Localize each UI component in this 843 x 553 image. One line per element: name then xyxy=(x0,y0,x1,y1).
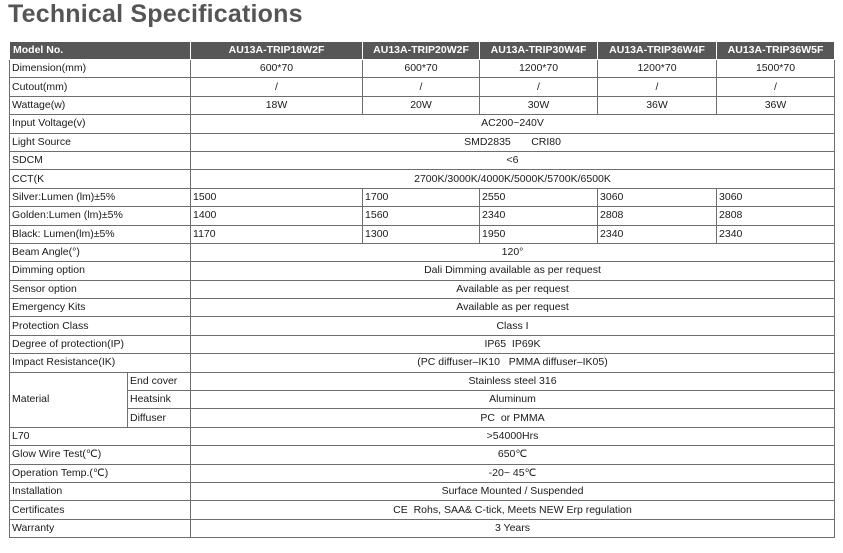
spec-row-sensor xyxy=(10,280,835,298)
cell: / xyxy=(717,78,835,96)
cell: 2340 xyxy=(480,207,598,225)
cell: 1300 xyxy=(363,225,480,243)
cell: / xyxy=(480,78,598,96)
spec-row-glow-wire xyxy=(10,446,835,464)
spec-row-cutout xyxy=(10,78,835,96)
cell: 2808 xyxy=(717,207,835,225)
sub-label: Heatsink xyxy=(128,391,191,409)
row-label: Black: Lumen(lm)±5% xyxy=(10,225,191,243)
cell: CE Rohs, SAA& C-tick, Meets NEW Erp regulation xyxy=(191,501,835,519)
cell: 2700K/3000K/4000K/5000K/5700K/6500K xyxy=(191,170,835,188)
cell: Available as per request xyxy=(191,280,835,298)
cell: 1400 xyxy=(191,207,363,225)
spec-row-protection-class xyxy=(10,317,835,335)
cell: >54000Hrs xyxy=(191,427,835,445)
cell: 1700 xyxy=(363,188,480,206)
cell: 18W xyxy=(191,96,363,114)
sub-label: End cover xyxy=(128,372,191,390)
cell: (PC diffuser–IK10 PMMA diffuser–IK05) xyxy=(191,354,835,372)
cell: AC200~240V xyxy=(191,115,835,133)
row-label: Emergency Kits xyxy=(10,299,191,317)
model-header: AU13A-TRIP36W4F xyxy=(598,42,717,60)
cell: Dali Dimming available as per request xyxy=(191,262,835,280)
spec-row-installation xyxy=(10,482,835,500)
cell: Available as per request xyxy=(191,299,835,317)
spec-row-material-diffuser xyxy=(10,409,835,427)
cell: 2550 xyxy=(480,188,598,206)
spec-row-certificates xyxy=(10,501,835,519)
spec-row-sdcm xyxy=(10,151,835,169)
spec-row-golden-lumen xyxy=(10,207,835,225)
spec-row-impact xyxy=(10,354,835,372)
model-header: AU13A-TRIP18W2F xyxy=(191,42,363,60)
cell: / xyxy=(191,78,363,96)
spec-row-wattage xyxy=(10,96,835,114)
row-label: L70 xyxy=(10,427,191,445)
cell: 1500*70 xyxy=(717,60,835,78)
cell: 2340 xyxy=(598,225,717,243)
model-header: AU13A-TRIP30W4F xyxy=(480,42,598,60)
model-header: AU13A-TRIP36W5F xyxy=(717,42,835,60)
row-label: Certificates xyxy=(10,501,191,519)
row-label: Installation xyxy=(10,482,191,500)
spec-row-cct xyxy=(10,170,835,188)
row-label: Golden:Lumen (lm)±5% xyxy=(10,207,191,225)
cell: 1200*70 xyxy=(598,60,717,78)
spec-row-emergency xyxy=(10,299,835,317)
cell: 1950 xyxy=(480,225,598,243)
cell: IP65 IP69K xyxy=(191,335,835,353)
model-header: AU13A-TRIP20W2F xyxy=(363,42,480,60)
row-label: SDCM xyxy=(10,151,191,169)
cell: 20W xyxy=(363,96,480,114)
spec-row-warranty xyxy=(10,519,835,537)
cell: 3060 xyxy=(717,188,835,206)
cell: 120° xyxy=(191,243,835,261)
row-label: Material xyxy=(10,372,128,427)
cell: 1500 xyxy=(191,188,363,206)
row-label: Silver:Lumen (lm)±5% xyxy=(10,188,191,206)
row-label: Beam Angle(°) xyxy=(10,243,191,261)
cell: 600*70 xyxy=(363,60,480,78)
cell: Aluminum xyxy=(191,391,835,409)
spec-table xyxy=(9,41,835,538)
cell: PC or PMMA xyxy=(191,409,835,427)
cell: SMD2835 CRI80 xyxy=(191,133,835,151)
row-label: Sensor option xyxy=(10,280,191,298)
cell: 2340 xyxy=(717,225,835,243)
cell: 30W xyxy=(480,96,598,114)
header-label: Model No. xyxy=(10,42,191,60)
cell: / xyxy=(363,78,480,96)
spec-row-l70 xyxy=(10,427,835,445)
row-label: Light Source xyxy=(10,133,191,151)
row-label: Cutout(mm) xyxy=(10,78,191,96)
row-label: Impact Resistance(IK) xyxy=(10,354,191,372)
spec-row-black-lumen xyxy=(10,225,835,243)
spec-row-operation-temp xyxy=(10,464,835,482)
sub-label: Diffuser xyxy=(128,409,191,427)
row-label: Input Voltage(v) xyxy=(10,115,191,133)
cell: 2808 xyxy=(598,207,717,225)
cell: Surface Mounted / Suspended xyxy=(191,482,835,500)
cell: Class I xyxy=(191,317,835,335)
row-label: Operation Temp.(℃) xyxy=(10,464,191,482)
cell: 600*70 xyxy=(191,60,363,78)
spec-row-light-source xyxy=(10,133,835,151)
cell: Stainless steel 316 xyxy=(191,372,835,390)
row-label: Glow Wire Test(℃) xyxy=(10,446,191,464)
cell: 1200*70 xyxy=(480,60,598,78)
cell: 1560 xyxy=(363,207,480,225)
spec-row-material-end-cover xyxy=(10,372,835,390)
page-title: Technical Specifications xyxy=(8,0,303,28)
cell: 1170 xyxy=(191,225,363,243)
row-label: Dimming option xyxy=(10,262,191,280)
row-label: Wattage(w) xyxy=(10,96,191,114)
cell: 36W xyxy=(717,96,835,114)
cell: 3 Years xyxy=(191,519,835,537)
spec-row-dimension xyxy=(10,60,835,78)
spec-row-material-heatsink xyxy=(10,391,835,409)
row-label: Warranty xyxy=(10,519,191,537)
cell: <6 xyxy=(191,151,835,169)
cell: -20~ 45℃ xyxy=(191,464,835,482)
cell: 650℃ xyxy=(191,446,835,464)
spec-row-input-voltage xyxy=(10,115,835,133)
row-label: CCT(K xyxy=(10,170,191,188)
spec-row-beam-angle xyxy=(10,243,835,261)
header-row xyxy=(10,42,835,60)
spec-row-dimming xyxy=(10,262,835,280)
row-label: Dimension(mm) xyxy=(10,60,191,78)
cell: 3060 xyxy=(598,188,717,206)
row-label: Protection Class xyxy=(10,317,191,335)
row-label: Degree of protection(IP) xyxy=(10,335,191,353)
spec-row-degree-protection xyxy=(10,335,835,353)
cell: / xyxy=(598,78,717,96)
spec-row-silver-lumen xyxy=(10,188,835,206)
cell: 36W xyxy=(598,96,717,114)
